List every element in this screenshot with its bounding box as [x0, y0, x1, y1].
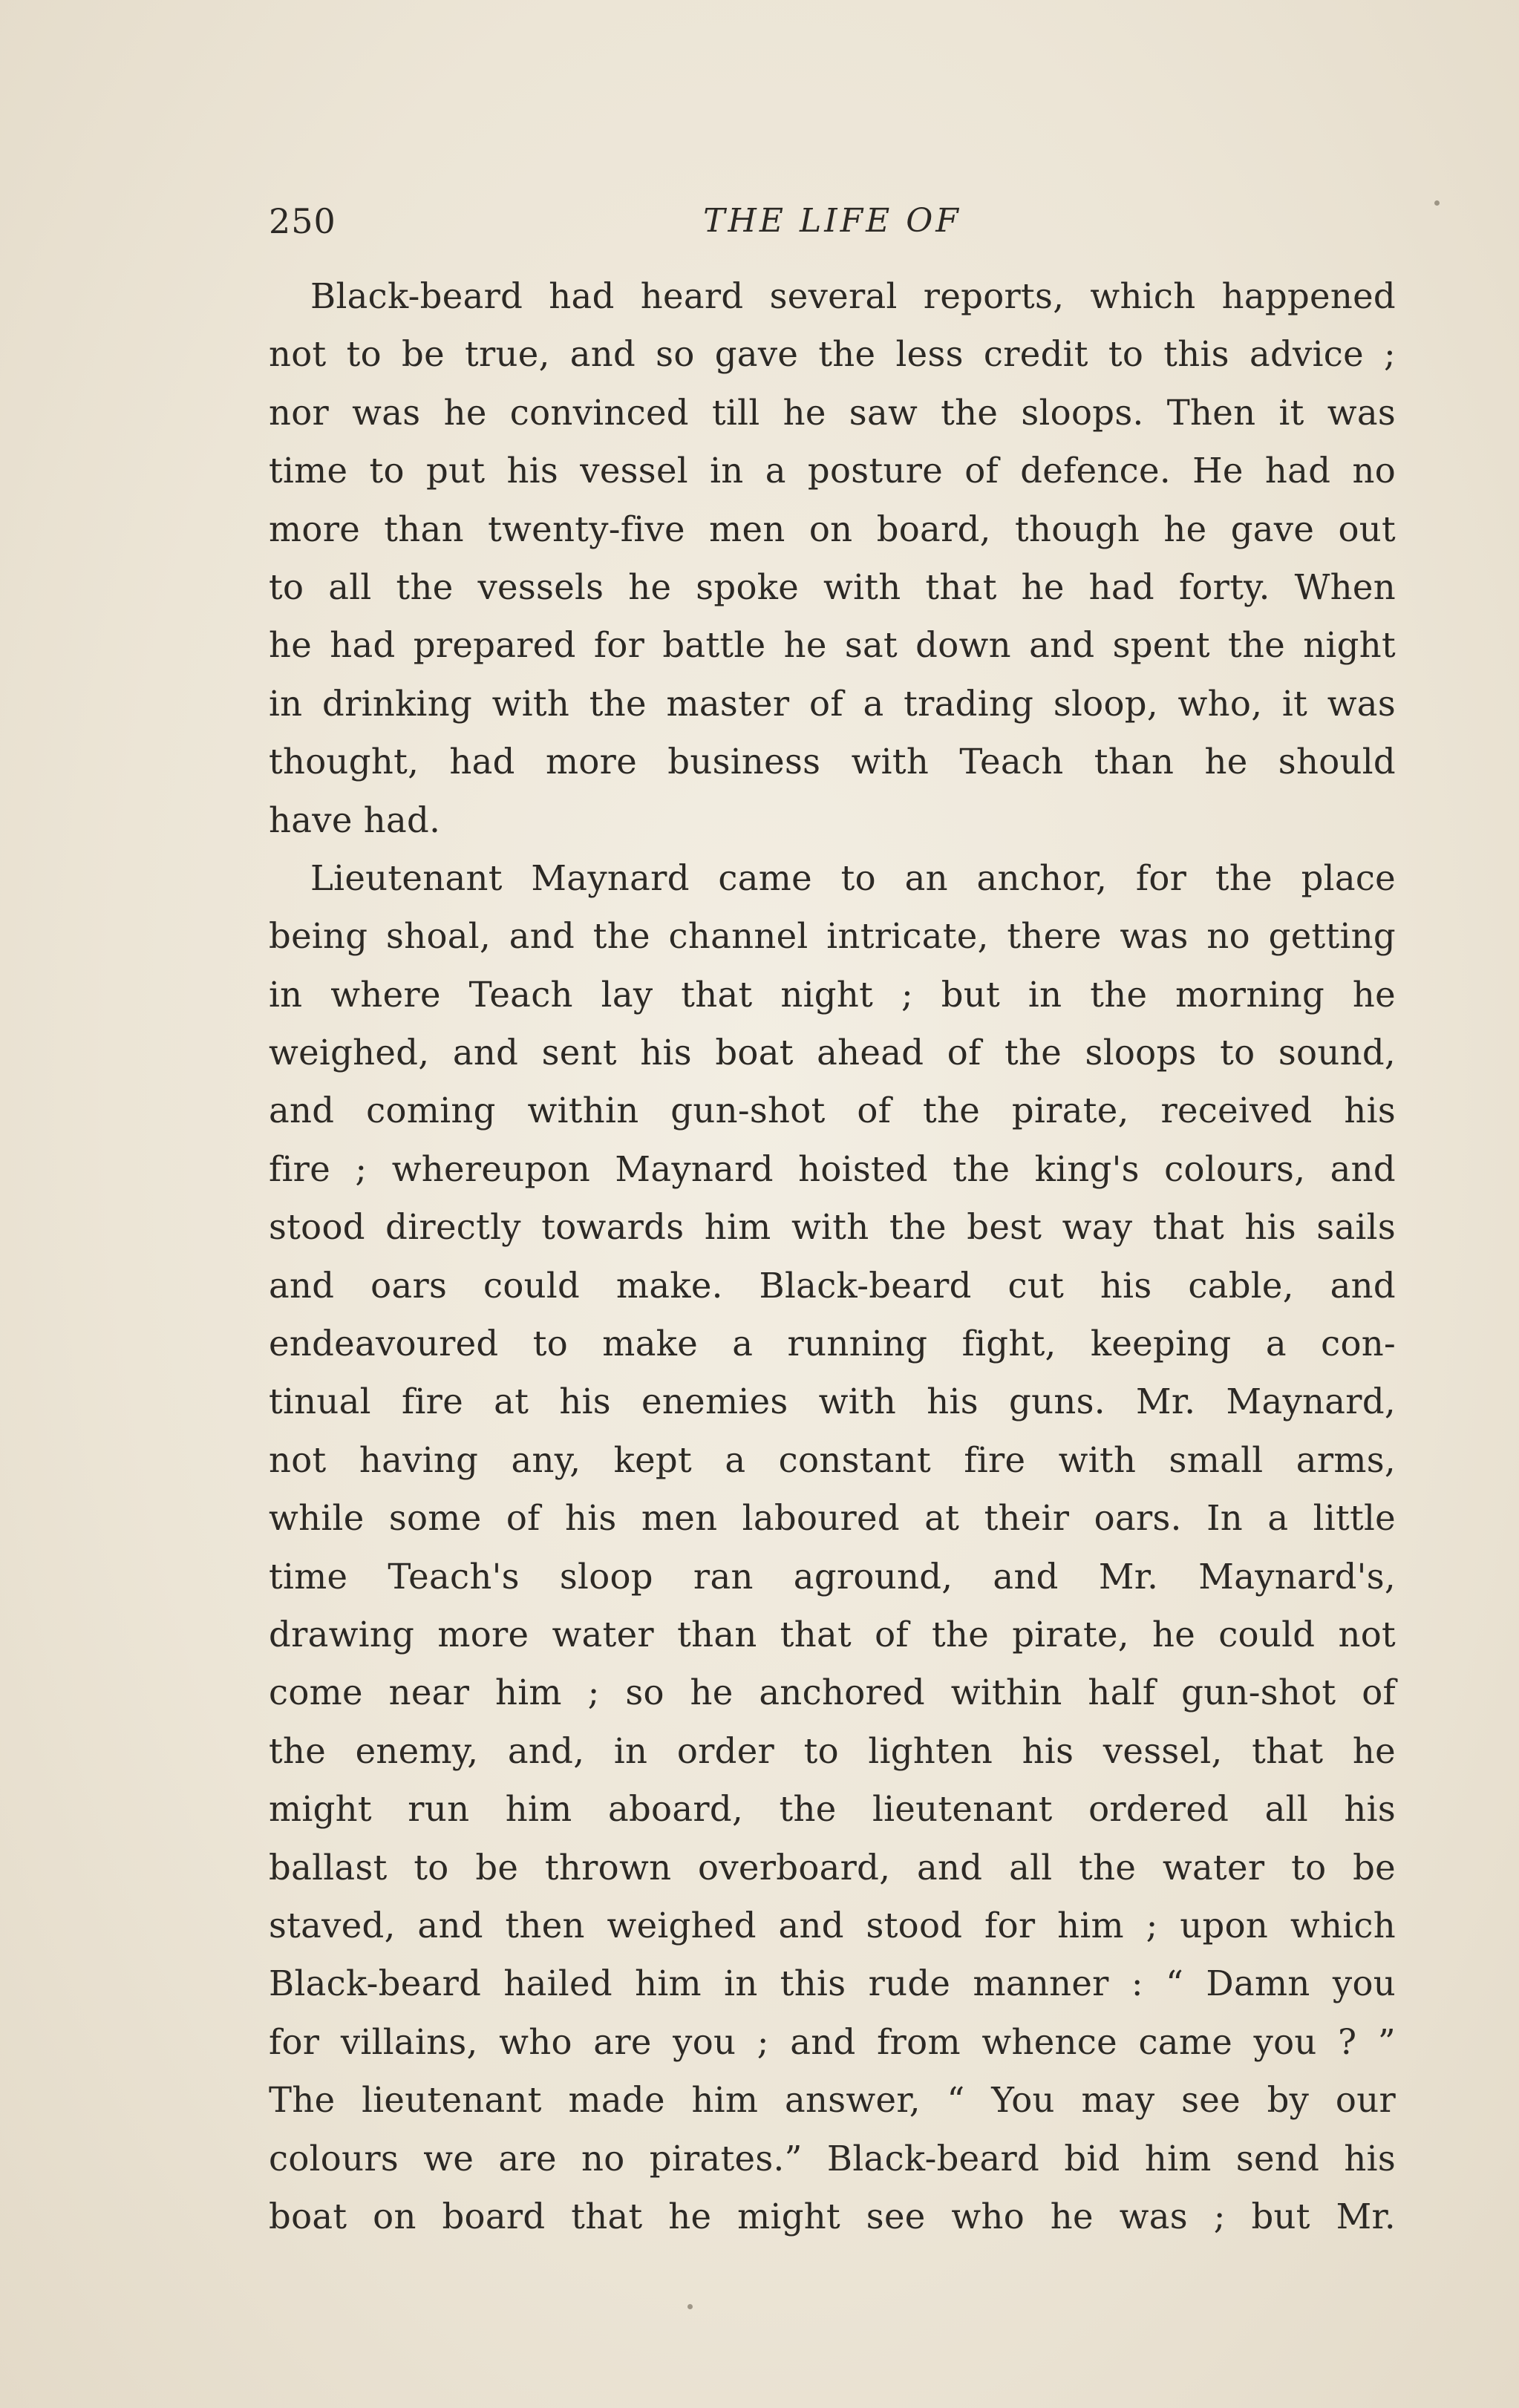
text-line: he had prepared for battle he sat down and spent the night — [269, 625, 1396, 666]
text-line: while some of his men laboured at their oars. In a little — [269, 1498, 1396, 1539]
text-line: not to be true, and so gave the less credit to this advice ; — [269, 334, 1396, 375]
text-line: and coming within gun-shot of the pirate, received his — [269, 1090, 1396, 1131]
text-line: fire ; whereupon Maynard hoisted the king's colours, and — [269, 1148, 1396, 1189]
running-head: THE LIFE OF — [703, 202, 961, 240]
text-line: in drinking with the master of a trading sloop, who, it was — [269, 683, 1396, 724]
text-line: to all the vessels he spoke with that he had forty. When — [269, 566, 1396, 607]
text-line: have had. — [269, 799, 441, 840]
text-line: stood directly towards him with the best way that his sails — [269, 1207, 1396, 1248]
page-header — [269, 192, 1396, 251]
text-line: time Teach's sloop ran aground, and Mr. Maynard's, — [269, 1556, 1396, 1597]
text-line: time to put his vessel in a posture of defence. He had no — [269, 451, 1396, 491]
text-line: come near him ; so he anchored within half gun-shot of — [269, 1672, 1396, 1713]
text-line: being shoal, and the channel intricate, there was no getting — [269, 916, 1396, 957]
text-line: drawing more water than that of the pirate, he could not — [269, 1614, 1396, 1655]
text-line: thought, had more business with Teach than he should — [269, 742, 1396, 782]
text-line: colours we are no pirates.” Black-beard bid him send his — [269, 2138, 1396, 2179]
paper-speck — [1434, 200, 1440, 206]
text-line: and oars could make. Black-beard cut his cable, and — [269, 1265, 1396, 1306]
text-line: might run him aboard, the lieutenant ordered all his — [269, 1789, 1396, 1830]
text-line: Black-beard had heard several reports, which happened — [310, 276, 1396, 316]
text-line: Black-beard hailed him in this rude manner : “ Damn you — [269, 1963, 1396, 2004]
text-line: Lieutenant Maynard came to an anchor, for the place — [310, 857, 1396, 898]
text-line: boat on board that he might see who he was ; but Mr. — [269, 2196, 1396, 2237]
text-line: staved, and then weighed and stood for him ; upon which — [269, 1905, 1396, 1946]
text-line: more than twenty-five men on board, though he gave out — [269, 508, 1396, 549]
text-line: in where Teach lay that night ; but in the morning he — [269, 974, 1396, 1015]
paper-speck — [687, 2304, 693, 2309]
text-line: The lieutenant made him answer, “ You may see by our — [269, 2080, 1396, 2121]
text-line: ballast to be thrown overboard, and all the water to be — [269, 1847, 1396, 1888]
text-line: for villains, who are you ; and from whence came you ? ” — [269, 2021, 1396, 2062]
page-number: 250 — [269, 201, 336, 241]
body-text — [269, 267, 1396, 2245]
text-line: weighed, and sent his boat ahead of the sloops to sound, — [269, 1033, 1396, 1073]
text-line: the enemy, and, in order to lighten his vessel, that he — [269, 1730, 1396, 1771]
text-line: tinual fire at his enemies with his guns. Mr. Maynard, — [269, 1381, 1396, 1422]
text-line: endeavoured to make a running fight, keeping a con- — [269, 1324, 1396, 1364]
text-line: nor was he convinced till he saw the sloops. Then it was — [269, 392, 1396, 433]
text-line: not having any, kept a constant fire with small arms, — [269, 1439, 1396, 1480]
